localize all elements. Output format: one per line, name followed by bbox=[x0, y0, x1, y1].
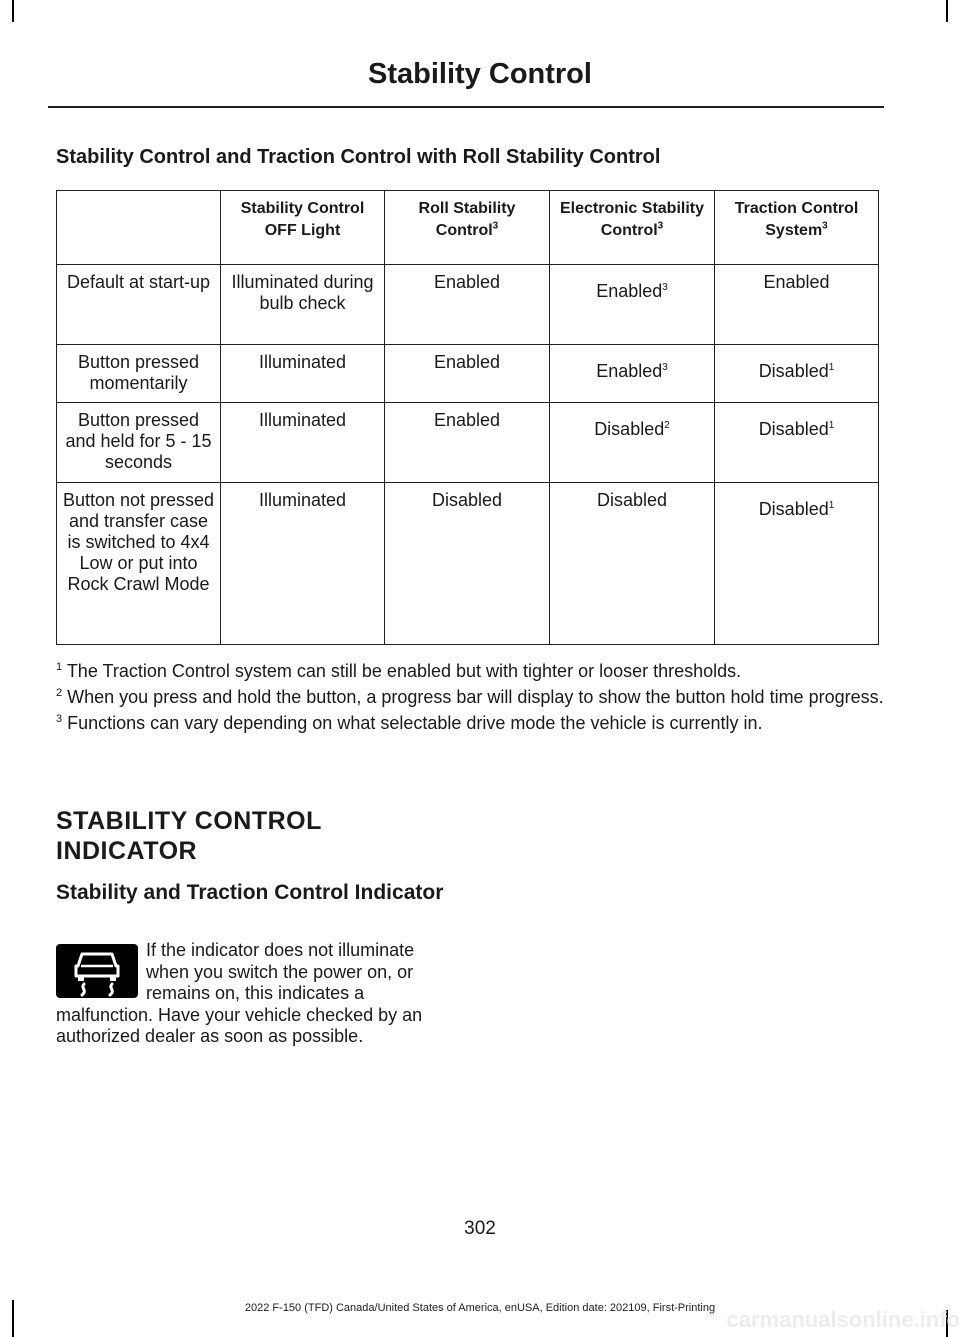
header-divider bbox=[48, 106, 884, 108]
footnote: $^1$ The Traction Control system can still be enabled but with tighter or looser thresholds. bbox=[56, 661, 742, 681]
table-cell: Disabled$^1$ bbox=[715, 345, 879, 403]
table-cell: Illuminated during bulb check bbox=[221, 265, 385, 345]
table-row bbox=[57, 265, 879, 345]
crop-mark-top-right bbox=[946, 0, 948, 22]
table-cell: Disabled bbox=[550, 483, 715, 645]
table-row bbox=[57, 403, 879, 483]
table-header-cell: Stability Control OFF Light bbox=[221, 191, 385, 265]
footnotes bbox=[56, 660, 886, 738]
stability-modes-table bbox=[56, 190, 879, 645]
table-cell: Disabled$^1$ bbox=[715, 403, 879, 483]
section-title: Stability Control and Traction Control with Roll Stability Control bbox=[56, 146, 661, 168]
subsection-heading: Stability and Traction Control Indicator bbox=[56, 881, 444, 904]
table-header-cell: Roll Stability Control$^3$ bbox=[385, 191, 550, 265]
table-cell: Illuminated bbox=[221, 403, 385, 483]
table-cell: Disabled$^2$ bbox=[550, 403, 715, 483]
table-cell: Enabled bbox=[385, 345, 550, 403]
table-cell: Illuminated bbox=[221, 345, 385, 403]
table-cell: Enabled bbox=[385, 403, 550, 483]
crop-mark-top-left bbox=[12, 0, 14, 22]
watermark: carmanualsonline.info bbox=[726, 1307, 960, 1332]
table-cell: Enabled bbox=[715, 265, 879, 345]
footnote: $^2$ When you press and hold the button, a progress bar will display to show the button hold time progress. bbox=[56, 687, 884, 707]
table-cell: Enabled$^3$ bbox=[550, 265, 715, 345]
table-cell: Button not pressed and transfer case is switched to 4x4 Low or put into Rock Crawl Mode bbox=[57, 483, 221, 645]
page-number: 302 bbox=[464, 1218, 496, 1239]
table-cell: Button pressed momentarily bbox=[57, 345, 221, 403]
section-heading: STABILITY CONTROL INDICATOR bbox=[56, 807, 322, 865]
table-header-row bbox=[57, 191, 879, 265]
indicator-description: If the indicator does not illuminate when you switch the power on, or remains on, this indicates a malfunction. Have your vehicle checked by an authorized dealer as soon as possible. bbox=[56, 940, 423, 1046]
table-cell: Enabled$^3$ bbox=[550, 345, 715, 403]
table-cell: Illuminated bbox=[221, 483, 385, 645]
table-cell: Disabled$^1$ bbox=[715, 483, 879, 645]
table-row bbox=[57, 345, 879, 403]
edition-footer: 2022 F-150 (TFD) Canada/United States of America, enUSA, Edition date: 202109, First-Printing bbox=[244, 1302, 716, 1314]
table-header-cell: Traction Control System$^3$ bbox=[715, 191, 879, 265]
table-cell: Default at start-up bbox=[57, 265, 221, 345]
table-cell: Enabled bbox=[385, 265, 550, 345]
page-title: Stability Control bbox=[368, 58, 592, 90]
table-header-cell: Electronic Stability Control$^3$ bbox=[550, 191, 715, 265]
table-cell: Disabled bbox=[385, 483, 550, 645]
footnote: $^3$ Functions can vary depending on what selectable drive mode the vehicle is currently in. bbox=[56, 713, 763, 733]
table-cell: Button pressed and held for 5 - 15 seconds bbox=[57, 403, 221, 483]
table-row bbox=[57, 483, 879, 645]
table-header-cell bbox=[57, 191, 221, 265]
